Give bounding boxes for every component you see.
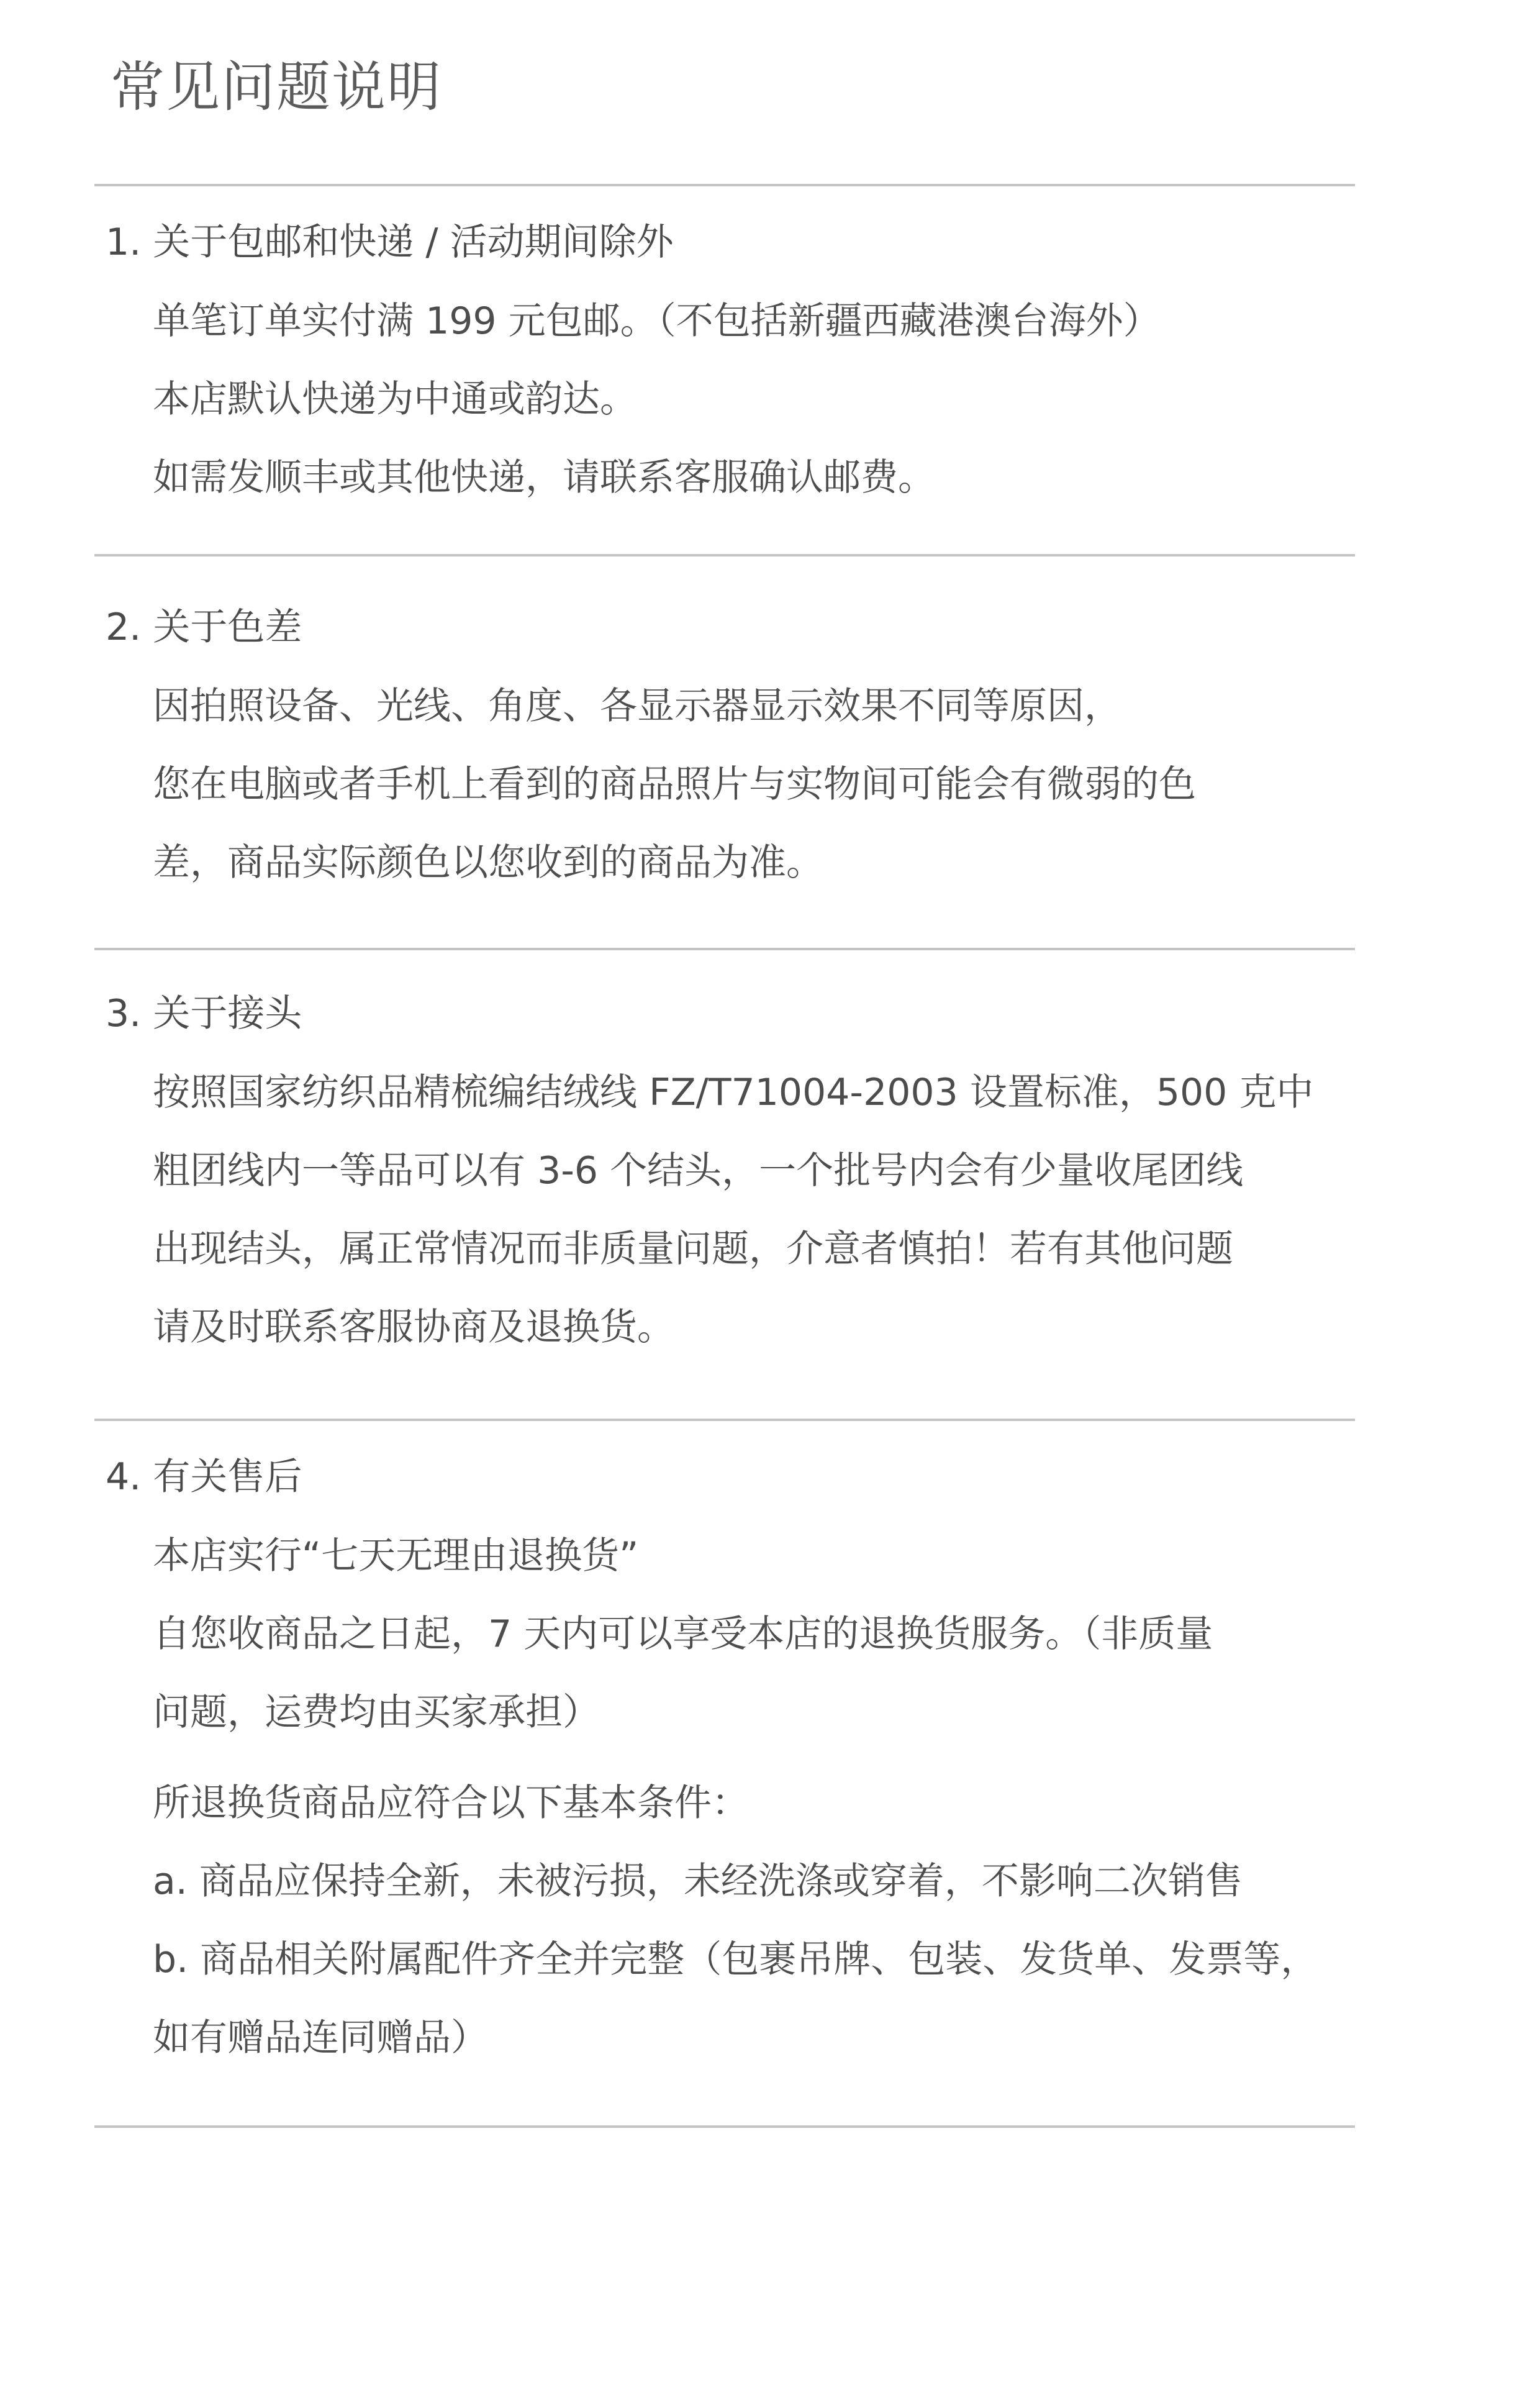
divider [94,2125,1355,2128]
divider [94,1419,1355,1421]
section-text-line: 本店默认快递为中通或韵达。 [153,378,637,421]
faq-section-after-sales [106,1452,1360,2077]
section-heading: 4. 有关售后 [106,1455,302,1499]
section-text-line: 如需发顺丰或其他快递，请联系客服确认邮费。 [153,456,935,499]
section-text-line: 问题，运费均由买家承担） [153,1691,600,1734]
section-text-line: 粗团线内一等品可以有 3-6 个结头，一个批号内会有少量收尾团线 [153,1149,1244,1192]
section-heading: 1. 关于包邮和快递 / 活动期间除外 [106,220,674,264]
section-text-line: 本店实行“七天无理由退换货” [153,1534,639,1578]
section-text-line: 按照国家纺织品精梳编结绒线 FZ/T71004-2003 设置标准，500 克中 [153,1071,1314,1114]
section-text-line: 自您收商品之日起，7 天内可以享受本店的退换货服务。（非质量 [153,1612,1213,1656]
faq-section-color-difference [106,602,1360,902]
section-text-line: 所退换货商品应符合以下基本条件： [153,1781,749,1825]
faq-section-shipping [106,217,1360,517]
section-text-line: b. 商品相关附属配件齐全并完整（包裹吊牌、包装、发货单、发票等， [153,1938,1318,1981]
section-text-line: 如有赠品连同赠品） [153,2016,488,2060]
section-body [153,1053,1360,1366]
section-heading: 3. 关于接头 [106,992,302,1035]
section-text-line: 单笔订单实付满 199 元包邮。（不包括新疆西藏港澳台海外） [153,299,1161,343]
section-text-line: 因拍照设备、光线、角度、各显示器显示效果不同等原因， [153,684,1121,728]
section-body [153,1517,1360,2077]
faq-section-knots [106,989,1360,1366]
divider [94,184,1355,186]
page-title: 常见问题说明 [111,55,442,119]
section-text-line: 请及时联系客服协商及退换货。 [153,1306,674,1349]
section-text-line: 差，商品实际颜色以您收到的商品为准。 [153,841,823,884]
section-text-line: 您在电脑或者手机上看到的商品照片与实物间可能会有微弱的色 [153,763,1196,806]
divider [94,554,1355,556]
section-heading: 2. 关于色差 [106,606,302,649]
divider [94,948,1355,950]
section-body [153,667,1360,902]
section-text-line: a. 商品应保持全新，未被污损，未经洗涤或穿着，不影响二次销售 [153,1860,1243,1903]
section-body [153,282,1360,517]
section-text-line: 出现结头，属正常情况而非质量问题，介意者慎拍！若有其他问题 [153,1227,1233,1271]
